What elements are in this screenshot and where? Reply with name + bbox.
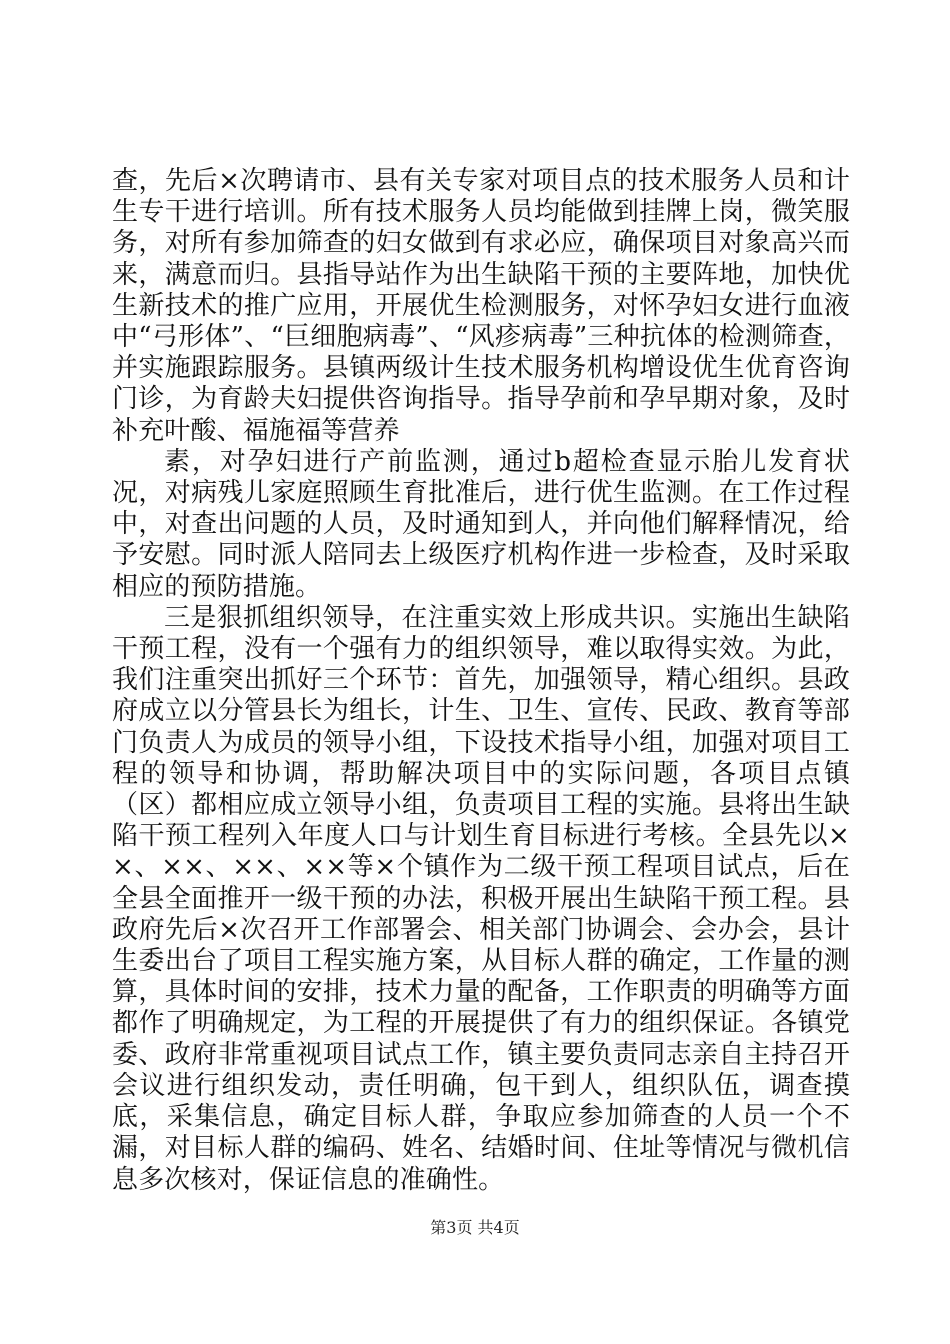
page-number: 第3页 共4页 xyxy=(430,1218,520,1237)
paragraph-3: 三是狠抓组织领导，在注重实效上形成共识。实施出生缺陷干预工程，没有一个强有力的组织领导，难以取得实效。为此，我们注重突出抓好三个环节：首先，加强领导，精心组织。县政府成立以分管县长为组长，计生、卫生、宣传、民政、教育等部门负责人为成员的领导小组，下设技术指导小组，加强对项目工程的领导和协调，帮助解决项目中的实际问题，各项目点镇（区）都相应成立领导小组，负责项目工程的实施。县将出生缺陷干预工程列入年度人口与计划生育目标进行考核。全县先以××、××、××、××等×个镇作为二级干预工程项目试点，后在全县全面推开一级干预的办法，积极开展出生缺陷干预工程。县政府先后×次召开工作部署会、相关部门协调会、会办会，县计生委出台了项目工程实施方案，从目标人群的确定，工作量的测算，具体时间的安排，技术力量的配备，工作职责的明确等方面都作了明确规定，为工程的开展提供了有力的组织保证。各镇党委、政府非常重视项目试点工作，镇主要负责同志亲自主持召开会议进行组织发动，责任明确，包干到人，组织队伍，调查摸底，采集信息，确定目标人群，争取应参加筛查的人员一个不漏，对目标人群的编码、姓名、结婚时间、住址等情况与微机信息多次核对，保证信息的准确性。 xyxy=(112,602,850,1195)
paragraph-1: 查，先后×次聘请市、县有关专家对项目点的技术服务人员和计生专干进行培训。所有技术服务人员均能做到挂牌上岗，微笑服务，对所有参加筛查的妇女做到有求必应，确保项目对象高兴而来，满意而归。县指导站作为出生缺陷干预的主要阵地，加快优生新技术的推广应用，开展优生检测服务，对怀孕妇女进行血液中“弓形体”、“巨细胞病毒”、“风疹病毒”三种抗体的检测筛查，并实施跟踪服务。县镇两级计生技术服务机构增设优生优育咨询门诊，为育龄夫妇提供咨询指导。指导孕前和孕早期对象，及时补充叶酸、福施福等营养 xyxy=(112,166,850,446)
document-body xyxy=(112,166,850,1196)
paragraph-2: 素，对孕妇进行产前监测，通过b超检查显示胎儿发育状况，对病残儿家庭照顾生育批准后，进行优生监测。在工作过程中，对查出问题的人员，及时通知到人，并向他们解释情况，给予安慰。同时派人陪同去上级医疗机构作进一步检查，及时采取相应的预防措施。 xyxy=(112,446,850,602)
